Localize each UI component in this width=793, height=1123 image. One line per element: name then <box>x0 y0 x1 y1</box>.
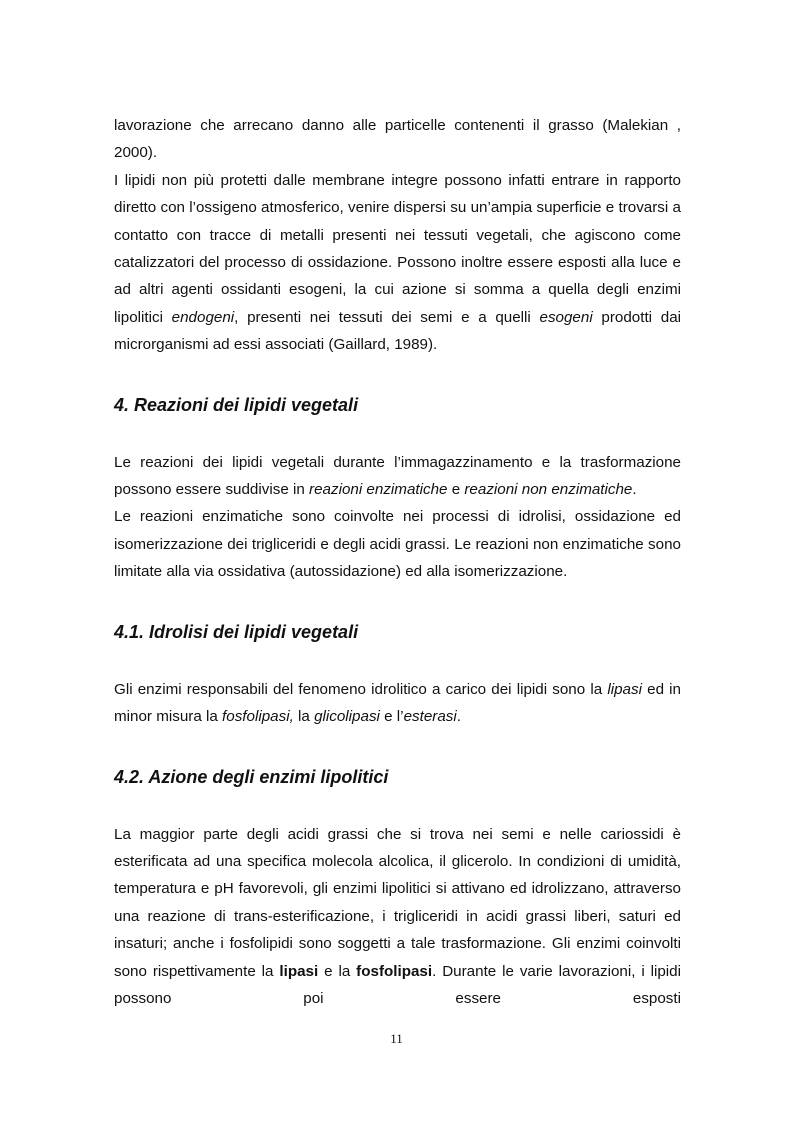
text-run: . <box>632 481 637 499</box>
section-heading-4-2: 4.2. Azione degli enzimi lipolitici <box>114 766 389 787</box>
text-run: Gli enzimi responsabili del fenomeno idrolitico a carico dei lipidi sono la <box>114 680 608 698</box>
text-run: I lipidi non più protetti dalle membrane integre possono infatti entrare in rapporto diretto con l’ossigeno atmosferico, venire dispersi su un’ampia superficie e trovarsi a contatto con tracce di metalli presenti nei tessuti vegetali, che agiscono come catalizzatori del processo di ossidazione. Possono inoltre essere esposti alla luce e ad altri agenti ossidanti esogeni, la cui azione si somma a quella degli enzimi lipolitici <box>114 171 681 326</box>
section-heading-4: 4. Reazioni dei lipidi vegetali <box>114 394 359 415</box>
bold-fosfolipasi: fosfolipasi <box>356 962 433 980</box>
text-run: e la <box>318 962 357 980</box>
text-run: e <box>447 481 465 499</box>
emphasis-endogeni: endogeni <box>171 308 235 326</box>
text-run: . <box>456 708 461 726</box>
emphasis-reazioni-enzimatiche: reazioni enzimatiche <box>309 481 448 499</box>
text-run: e l’ <box>379 708 404 726</box>
emphasis-fosfolipasi: fosfolipasi, <box>222 708 294 726</box>
page-number: 11 <box>390 1031 403 1046</box>
bold-lipasi: lipasi <box>279 962 319 980</box>
section42-paragraph-1 <box>114 821 681 1013</box>
emphasis-reazioni-non-enzimatiche: reazioni non enzimatiche <box>464 481 633 499</box>
emphasis-lipasi: lipasi <box>607 680 642 698</box>
intro-paragraph-1: lavorazione che arrecano danno alle particelle contenenti il grasso (Malekian , 2000). <box>114 117 681 162</box>
text-run: la <box>293 708 315 726</box>
text-run: . Durante le varie lavorazioni, i lipidi possono poi essere esposti <box>114 962 681 1007</box>
emphasis-glicolipasi: glicolipasi <box>314 708 380 726</box>
text-run: prodotti dai microrganismi ad essi associati (Gaillard, 1989). <box>114 308 682 354</box>
section-heading-4-1: 4.1. Idrolisi dei lipidi vegetali <box>114 621 359 642</box>
emphasis-esterasi: esterasi <box>403 708 457 726</box>
section41-paragraph-1 <box>114 676 681 731</box>
section4-paragraph-1 <box>114 449 681 504</box>
text-run: Le reazioni dei lipidi vegetali durante l’immagazzinamento e la trasformazione possono essere suddivise in <box>114 453 681 499</box>
text-run: , presenti nei tessuti dei semi e a quelli <box>234 308 540 326</box>
text-run: La maggior parte degli acidi grassi che si trova nei semi e nelle cariossidi è esterificata ad una specifica molecola alcolica, il glicerolo. In condizioni di umidità, temperatura e pH favorevoli, gli enzimi lipolitici si attivano ed idrolizzano, attraverso una reazione di trans-esterificazione, i trigliceridi in acidi grassi liberi, saturi ed insaturi; anche i fosfolipidi sono soggetti a tale trasformazione. Gli enzimi coinvolti sono rispettivamente la <box>114 825 681 980</box>
intro-paragraph-2 <box>114 167 681 359</box>
page-content <box>114 112 681 1012</box>
section4-paragraph-2: Le reazioni enzimatiche sono coinvolte nei processi di idrolisi, ossidazione ed isomerizzazione dei trigliceridi e degli acidi grassi. Le reazioni non enzimatiche sono limitate alla via ossidativa (autossidazione) ed alla isomerizzazione. <box>114 508 681 581</box>
emphasis-esogeni: esogeni <box>539 308 593 326</box>
text-run: ed in minor misura la <box>114 680 682 726</box>
